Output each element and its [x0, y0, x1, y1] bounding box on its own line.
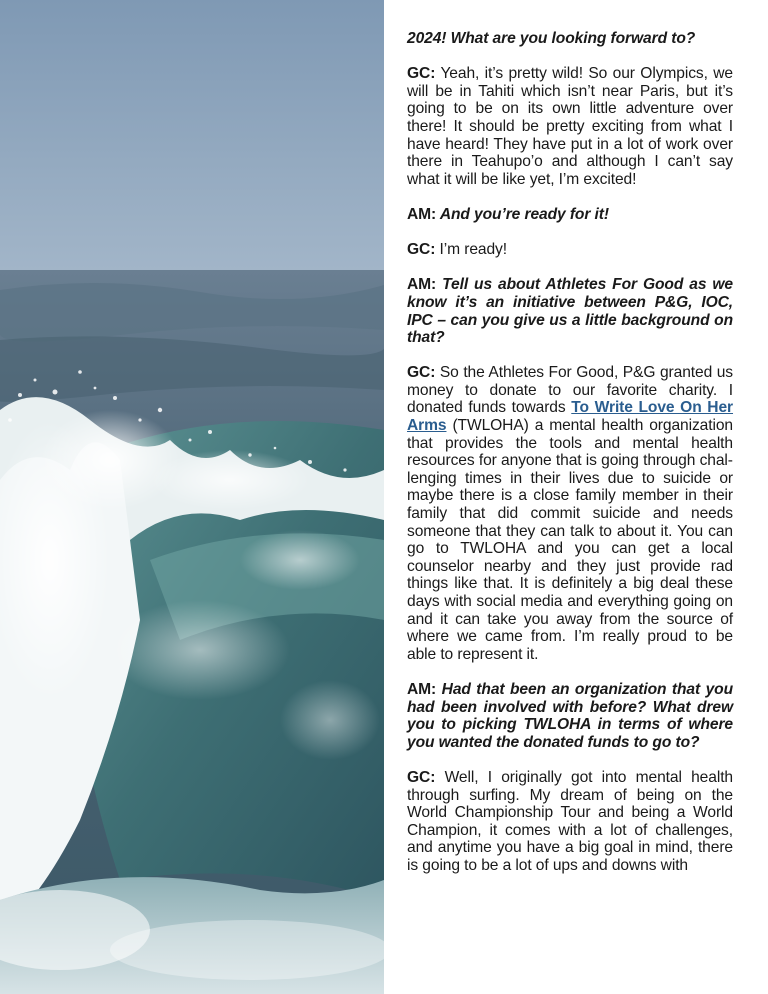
question-text: Had that been an organization that you had been involved with before? What drew you to picking TWLOHA in terms of where you wanted the donated funds to go to?	[407, 680, 734, 751]
answer-ready	[407, 241, 733, 259]
question-text: Tell us about Athletes For Good as we know it’s an initiative between P&G, IOC, IPC – can you give us a little background on that?	[407, 276, 734, 347]
question-organization	[407, 681, 733, 751]
question-text: And you’re ready for it!	[439, 205, 609, 223]
twloha-link[interactable]: To Write Love On Her Arms	[407, 399, 734, 435]
question-athletes-for-good	[407, 276, 733, 346]
interview-article	[407, 30, 733, 892]
speaker-label: AM:	[407, 680, 437, 698]
question-ready	[407, 206, 733, 224]
answer-mental-health	[407, 769, 733, 875]
answer-olympics	[407, 65, 733, 188]
speaker-label: GC:	[407, 364, 436, 382]
answer-text-after-link: (TWLOHA) a mental health organization that provides the tools and mental health resources for anyone that is going through challenging times in their lives due to suicide or maybe there is a close family member in their family that did commit suicide and needs someone that they can talk to about it. You can go to TWLOHA and you can get a local counselor nearby and they just provide rad things like that. It is definitely a big deal these days with social media and everything going on and it can take you away from the source of where we came from. I’m really proud to be able to represent it.	[407, 417, 733, 663]
answer-athletes-for-good	[407, 364, 733, 663]
speaker-label: GC:	[407, 241, 436, 259]
speaker-label: AM:	[407, 276, 437, 294]
speaker-label: AM:	[407, 205, 437, 223]
question-text: 2024! What are you looking forward to?	[407, 30, 696, 47]
answer-text: Well, I originally got into mental health through surfing. My dream of being on the World Championship Tour and being a World Champion, it comes with a lot of challenges, and anytime you have a big goal in mind, there is going to be a lot of ups and downs with	[407, 768, 733, 874]
speaker-label: GC:	[407, 768, 436, 786]
speaker-label: GC:	[407, 65, 436, 83]
question-2024	[407, 30, 733, 48]
answer-text-before-link: So the Athletes For Good, P&G granted us money to donate to our favorite charity. I donated funds towards	[407, 364, 733, 417]
answer-text: Yeah, it’s pretty wild! So our Olympics, we will be in Tahiti which isn’t near Paris, but it’s going to be on its own little adventure over there! It should be pretty exciting from what I have heard! They have put in a lot of work over there in Teahupo’o and although I can’t say what it will be like yet, I’m excited!	[407, 65, 734, 188]
answer-text: I’m ready!	[439, 241, 507, 259]
